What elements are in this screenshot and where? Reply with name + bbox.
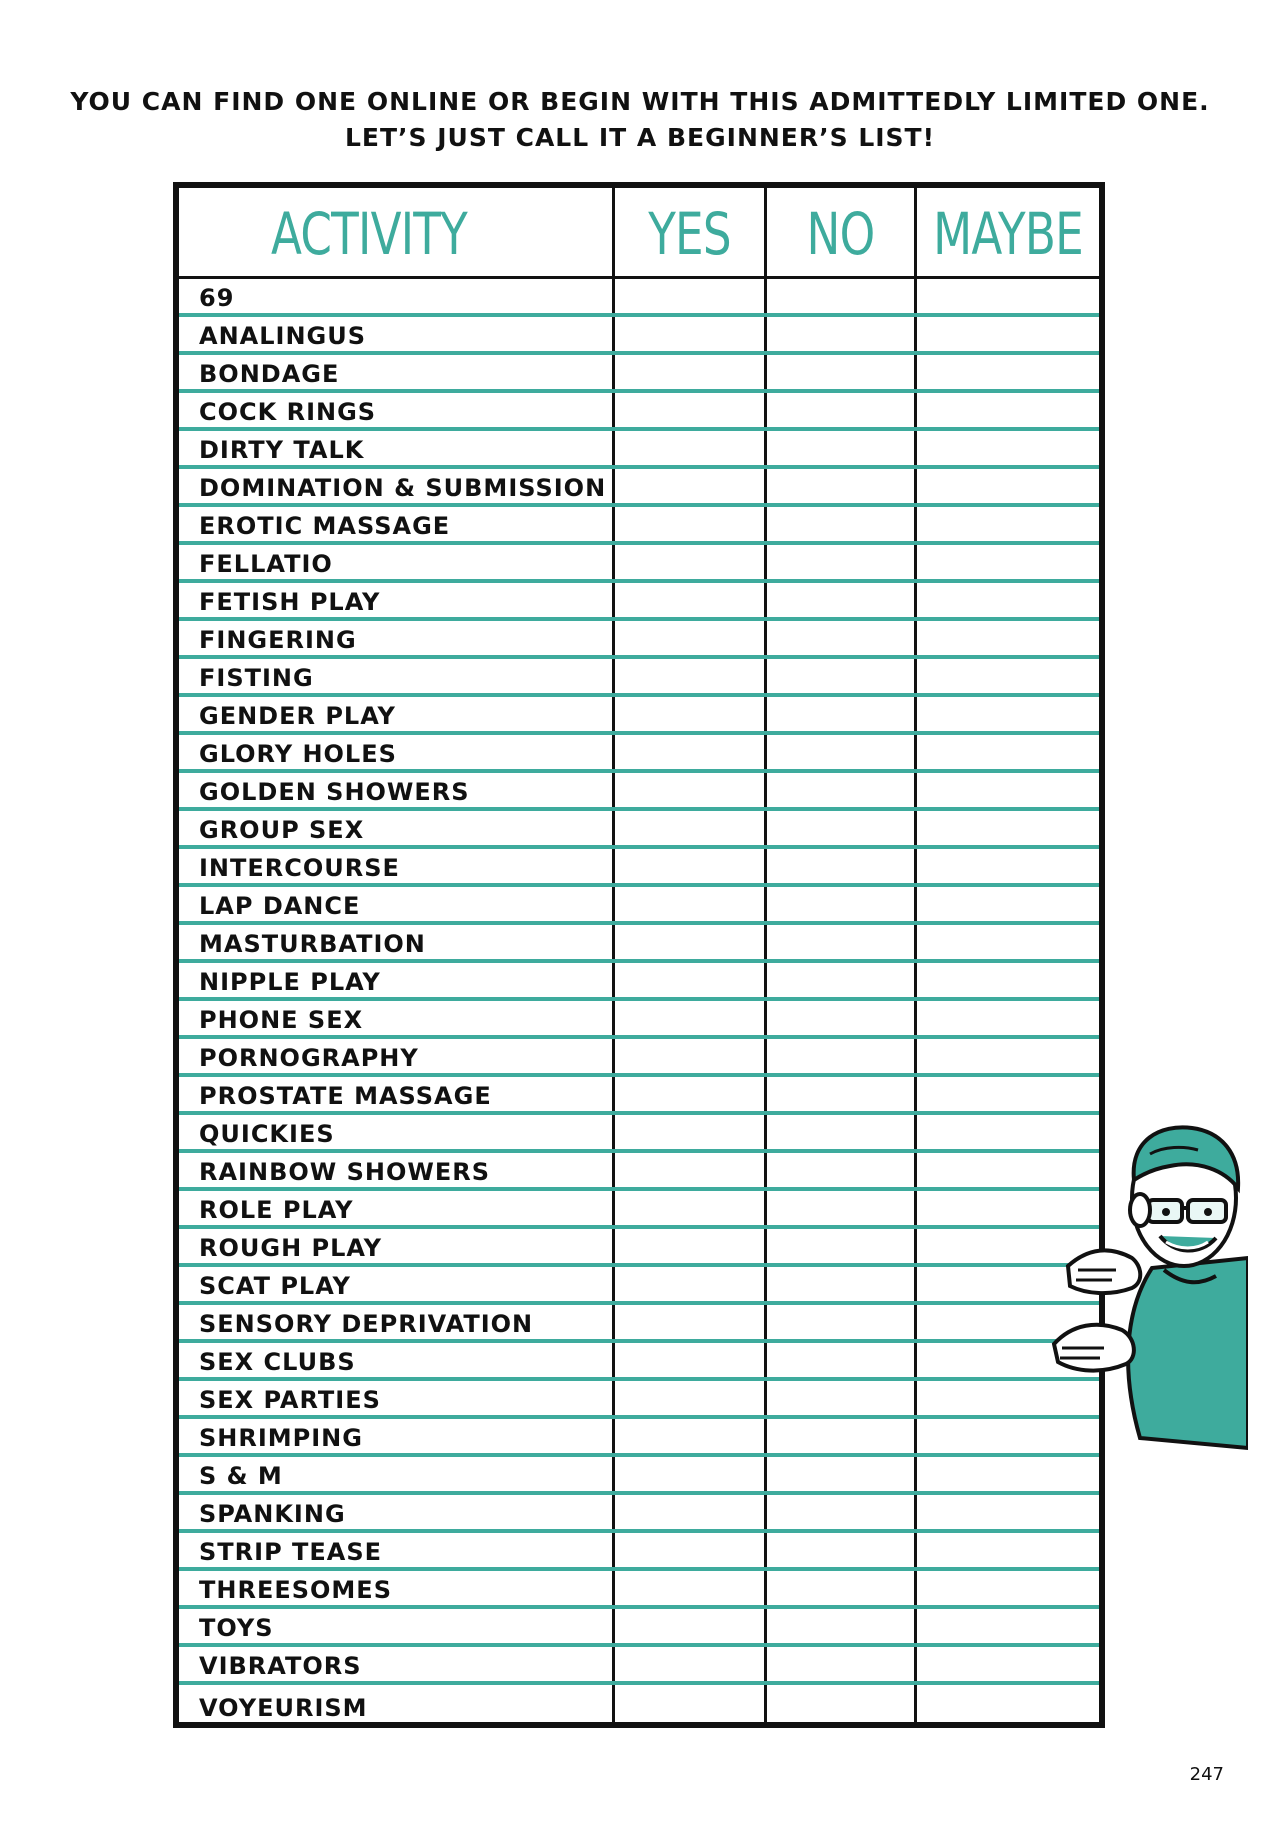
intro-text bbox=[0, 84, 1280, 156]
table-row bbox=[179, 355, 1099, 393]
table-row bbox=[179, 469, 1099, 507]
activity-label: PORNOGRAPHY bbox=[199, 1044, 419, 1072]
table-row bbox=[179, 925, 1099, 963]
activity-label: ROUGH PLAY bbox=[199, 1234, 383, 1262]
activity-label: PROSTATE MASSAGE bbox=[199, 1082, 492, 1110]
header-yes: YES bbox=[648, 200, 731, 268]
table-row bbox=[179, 1267, 1099, 1305]
activity-label: COCK RINGS bbox=[199, 398, 377, 426]
activity-checklist bbox=[173, 182, 1105, 1728]
activity-label: SCAT PLAY bbox=[199, 1272, 351, 1300]
activity-label: GROUP SEX bbox=[199, 816, 365, 844]
table-row bbox=[179, 1153, 1099, 1191]
activity-label: FELLATIO bbox=[199, 550, 333, 578]
table-row bbox=[179, 1229, 1099, 1267]
intro-line-2: LET’S JUST CALL IT A BEGINNER’S LIST! bbox=[344, 123, 936, 152]
activity-label: STRIP TEASE bbox=[199, 1538, 383, 1566]
table-row bbox=[179, 1001, 1099, 1039]
activity-label: ROLE PLAY bbox=[199, 1196, 354, 1224]
activity-label: S & M bbox=[199, 1462, 283, 1490]
header-maybe: MAYBE bbox=[933, 200, 1083, 268]
activity-label: SHRIMPING bbox=[199, 1424, 363, 1452]
activity-label: SEX PARTIES bbox=[199, 1386, 381, 1414]
activity-label: THREESOMES bbox=[199, 1576, 392, 1604]
table-row bbox=[179, 1305, 1099, 1343]
activity-label: TOYS bbox=[199, 1614, 274, 1642]
activity-label: RAINBOW SHOWERS bbox=[199, 1158, 490, 1186]
table-row bbox=[179, 659, 1099, 697]
activity-label: GLORY HOLES bbox=[199, 740, 397, 768]
activity-label: INTERCOURSE bbox=[199, 854, 400, 882]
table-row bbox=[179, 1419, 1099, 1457]
activity-label: FISTING bbox=[199, 664, 314, 692]
table-row bbox=[179, 1191, 1099, 1229]
table-row bbox=[179, 393, 1099, 431]
table-row bbox=[179, 1533, 1099, 1571]
activity-label: SPANKING bbox=[199, 1500, 346, 1528]
activity-label: PHONE SEX bbox=[199, 1006, 364, 1034]
activity-label: 69 bbox=[199, 284, 235, 312]
activity-label: DOMINATION & SUBMISSION bbox=[199, 474, 607, 502]
table-row bbox=[179, 1115, 1099, 1153]
activity-label: VIBRATORS bbox=[199, 1652, 362, 1680]
table-row bbox=[179, 279, 1099, 317]
table-row bbox=[179, 583, 1099, 621]
table-row bbox=[179, 507, 1099, 545]
activity-label: LAP DANCE bbox=[199, 892, 361, 920]
activity-label: FETISH PLAY bbox=[199, 588, 381, 616]
activity-rows bbox=[179, 279, 1099, 1723]
activity-label: FINGERING bbox=[199, 626, 357, 654]
table-row bbox=[179, 697, 1099, 735]
table-row bbox=[179, 1077, 1099, 1115]
table-row bbox=[179, 1495, 1099, 1533]
activity-label: DIRTY TALK bbox=[199, 436, 365, 464]
activity-label: EROTIC MASSAGE bbox=[199, 512, 451, 540]
activity-label: VOYEURISM bbox=[199, 1694, 368, 1722]
table-row bbox=[179, 735, 1099, 773]
activity-label: NIPPLE PLAY bbox=[199, 968, 381, 996]
table-row bbox=[179, 545, 1099, 583]
table-row bbox=[179, 849, 1099, 887]
activity-label: BONDAGE bbox=[199, 360, 340, 388]
table-row bbox=[179, 1647, 1099, 1685]
table-row bbox=[179, 773, 1099, 811]
table-row bbox=[179, 621, 1099, 659]
activity-label: MASTURBATION bbox=[199, 930, 426, 958]
activity-label: GOLDEN SHOWERS bbox=[199, 778, 470, 806]
table-row bbox=[179, 1609, 1099, 1647]
table-row bbox=[179, 317, 1099, 355]
table-row bbox=[179, 1381, 1099, 1419]
table-row bbox=[179, 963, 1099, 1001]
header-no: NO bbox=[806, 200, 875, 268]
activity-label: GENDER PLAY bbox=[199, 702, 396, 730]
table-row bbox=[179, 431, 1099, 469]
table-row bbox=[179, 1343, 1099, 1381]
activity-label: QUICKIES bbox=[199, 1120, 335, 1148]
activity-label: SEX CLUBS bbox=[199, 1348, 356, 1376]
table-row bbox=[179, 1685, 1099, 1723]
table-row bbox=[179, 887, 1099, 925]
intro-line-1: YOU CAN FIND ONE ONLINE OR BEGIN WITH THIS ADMITTEDLY LIMITED ONE. bbox=[70, 87, 1210, 116]
header-activity: ACTIVITY bbox=[270, 200, 468, 268]
activity-label: SENSORY DEPRIVATION bbox=[199, 1310, 534, 1338]
table-row bbox=[179, 811, 1099, 849]
table-row bbox=[179, 1457, 1099, 1495]
table-row bbox=[179, 1571, 1099, 1609]
activity-label: ANALINGUS bbox=[199, 322, 367, 350]
table-row bbox=[179, 1039, 1099, 1077]
page-number: 247 bbox=[1189, 1764, 1224, 1785]
peeking-character-illustration bbox=[1048, 1118, 1248, 1458]
